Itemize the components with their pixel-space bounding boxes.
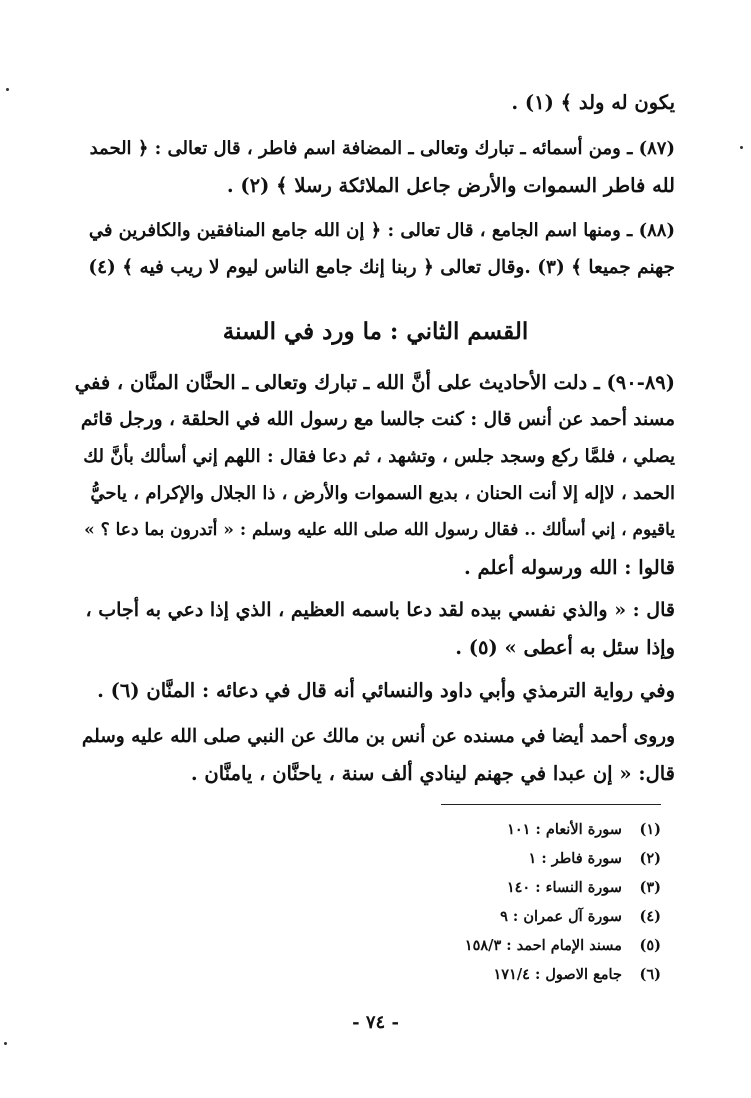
footnote-item (361, 844, 661, 873)
text-line: مسند أحمد عن أنس قال : كنت جالسا مع رسول الله في الحلقة ، ورجل قائم (80, 409, 675, 430)
text-line: وفي رواية الترمذي وأبي داود والنسائي أنه قال في دعائه : المنَّان (٦) . (97, 679, 675, 702)
paragraph-hadith-answer (75, 592, 675, 666)
paragraph-88 (75, 212, 675, 286)
scan-speck (4, 1042, 7, 1045)
text-line: قال: « إن عبدا في جهنم لينادي ألف سنة ، ياحنَّان ، يامنَّان . (190, 762, 675, 785)
scan-speck (6, 88, 9, 91)
paragraph-89-90 (75, 364, 675, 586)
page-number: - ٧٤ - (352, 1012, 399, 1033)
footnote-number: (١) (639, 821, 661, 838)
footnote-text: سورة فاطر : ١ (528, 850, 622, 867)
paragraph-ahmad (75, 718, 675, 792)
footnote-item (361, 873, 661, 902)
text-line: قال : « والذي نفسي بيده لقد دعا باسمه العظيم ، الذي إذا دعي به أجاب ، (85, 599, 675, 621)
text-line: يكون له ولد ﴾ (١) . (511, 91, 675, 114)
text-line: يصلي ، فلمَّا ركع وسجد جلس ، وتشهد ، ثم دعا فقال : اللهم إني أسألك بأنَّ لك (83, 446, 675, 467)
footnote-item (361, 815, 661, 844)
paragraph-continuation (75, 84, 675, 121)
footnote-number: (٥) (639, 937, 661, 954)
text-line: قالوا : الله ورسوله أعلم . (463, 556, 675, 579)
text-line: ياقيوم ، إني أسألك .. فقال رسول الله صلى الله عليه وسلم : « أتدرون بما دعا ؟ » (84, 520, 675, 540)
footnote-number: (٢) (639, 850, 661, 867)
paragraph-87 (75, 130, 675, 204)
footnote-item (361, 931, 661, 960)
footnote-divider (441, 804, 661, 805)
paragraph-tirmidhi (75, 672, 675, 709)
text-line: جهنم جميعا ﴾ (٣) .وقال تعالى ﴿ ربنا إنك جامع الناس ليوم لا ريب فيه ﴾ (٤) (88, 257, 675, 278)
footnote-number: (٣) (639, 879, 661, 896)
text-line: لله فاطر السموات والأرض جاعل الملائكة رسلا ﴾ (٢) . (226, 174, 675, 197)
footnotes (361, 815, 661, 989)
footnote-number: (٤) (639, 908, 661, 925)
footnote-item (361, 960, 661, 989)
text-line: الحمد ، لاإله إلا أنت الحنان ، بديع السموات والأرض ، ذا الجلال والإكرام ، ياحيُّ (90, 483, 675, 504)
footnote-item (361, 902, 661, 931)
scan-speck (740, 146, 743, 149)
footnote-text: سورة آل عمران : ٩ (500, 908, 622, 925)
text-line: وروى أحمد أيضا في مسنده عن أنس بن مالك عن النبي صلى الله عليه وسلم (81, 726, 675, 747)
section-heading: القسم الثاني : ما ورد في السنة (222, 318, 529, 345)
footnote-number: (٦) (639, 966, 661, 983)
text-line: (٨٨) ـ ومنها اسم الجامع ، قال تعالى : ﴿ إن الله جامع المنافقين والكافرين في (88, 220, 675, 241)
footnote-text: جامع الاصول : ١٧١/٤ (493, 966, 622, 983)
text-line: (٨٧) ـ ومن أسمائه ـ تبارك وتعالى ـ المضافة اسم فاطر ، قال تعالى : ﴿ الحمد (89, 138, 675, 159)
footnote-text: مسند الإمام احمد : ١٥٨/٣ (464, 937, 622, 954)
text-line: وإذا سئل به أعطى » (٥) . (455, 636, 675, 659)
footnote-text: سورة النساء : ١٤٠ (506, 879, 622, 896)
text-line: (٨٩-٩٠) ـ دلت الأحاديث على أنَّ الله ـ تبارك وتعالى ـ الحنَّان المنَّان ، ففي (74, 371, 675, 394)
footnote-text: سورة الأنعام : ١٠١ (507, 821, 622, 838)
